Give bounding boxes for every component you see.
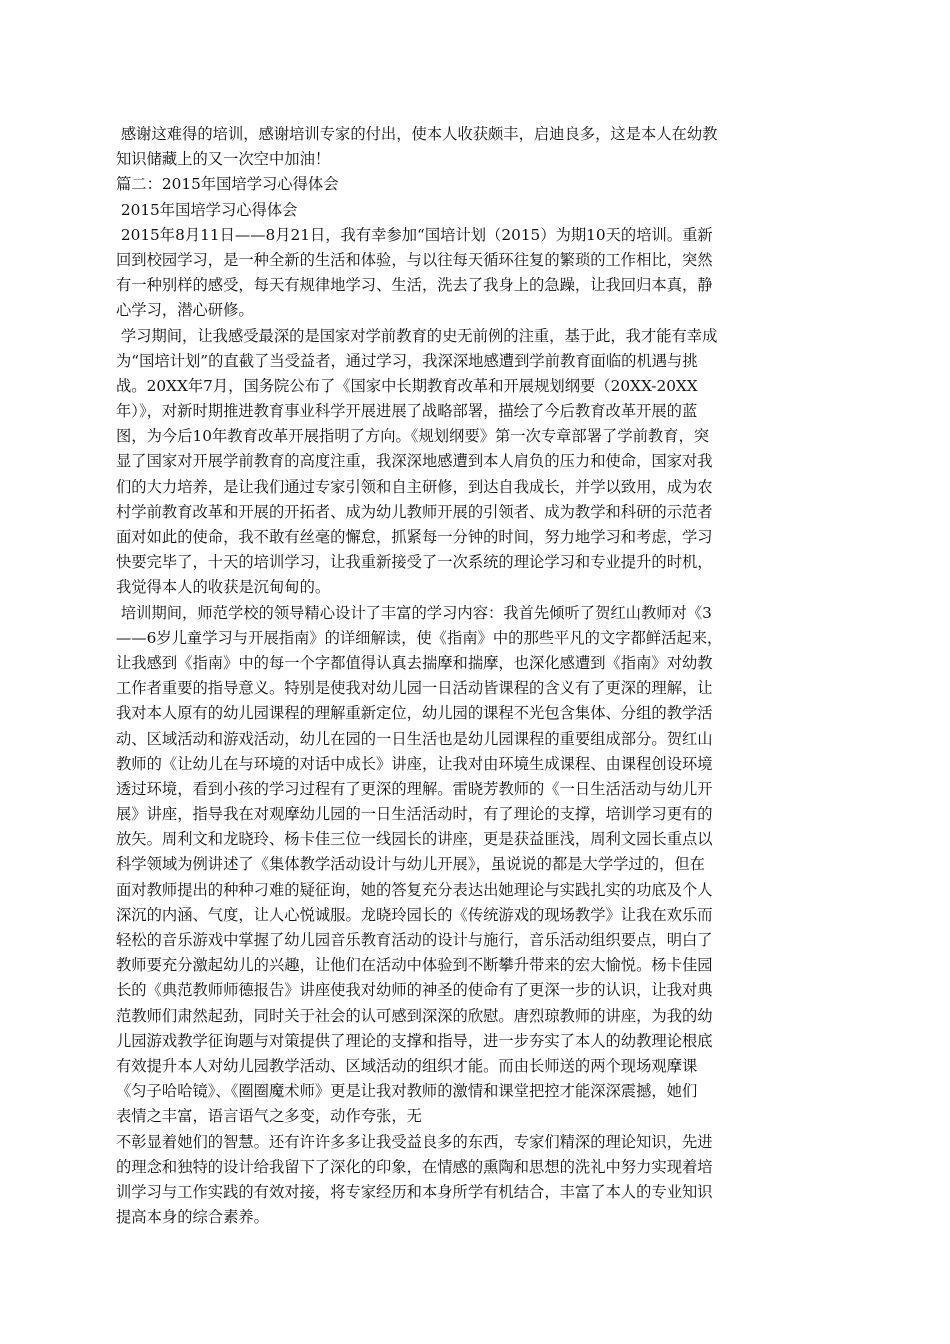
intro-paragraph — [116, 223, 835, 324]
text-line: 教师要充分激起幼儿的兴趣，让他们在活动中体验到不断攀升带来的宏大愉悦。杨卡佳园 — [116, 956, 713, 975]
text-line: 面对教师提出的种种刁难的疑征询，她的答复充分表达出她理论与实践扎实的功底及个人 — [116, 880, 713, 899]
text-line: 战。20XX年7月，国务院公布了《国家中长期教育改革和开展规划纲要（20XX-20XX — [116, 376, 698, 395]
closing-paragraph — [116, 122, 835, 172]
text-line: ——6岁儿童学习与开展指南》的详细解读，使《指南》中的那些平凡的文字都鲜活起来， — [116, 628, 723, 647]
text-line: 动、区域活动和游戏活动，幼儿在园的一日生活也是幼儿园课程的重要组成部分。贺红山 — [116, 729, 713, 748]
text-line: 回到校园学习，是一种全新的生活和体验，与以往每天循环往复的繁琐的工作相比，突然 — [116, 250, 713, 269]
text-line: 表情之丰富，语言语气之多变，动作夸张，无 — [116, 1107, 422, 1126]
text-line: 村学前教育改革和开展的开拓者、成为幼儿教师开展的引领者、成为教学和科研的示范者 — [116, 502, 713, 521]
text-line: 放矢。周利文和龙晓玲、杨卡佳三位一线园长的讲座，更是获益匪浅，周利文园长重点以 — [116, 830, 713, 849]
text-line: 们的大力培养，是让我们通过专家引领和自主研修，到达自我成长，并学以致用，成为农 — [116, 477, 713, 496]
article-title: 2015年国培学习心得体会 — [116, 200, 298, 219]
text-line: 长的《典范教师师德报告》讲座使我对幼师的神圣的使命有了更深一步的认识，让我对典 — [116, 981, 713, 1000]
conclusion-paragraph — [116, 1130, 835, 1231]
text-line: 心学习，潜心研修。 — [116, 301, 254, 320]
text-line: 图，为今后10年教育改革开展指明了方向。《规划纲要》第一次专章部署了学前教育，突 — [116, 427, 710, 446]
text-line: 轻松的音乐游戏中掌握了幼儿园音乐教育活动的设计与施行，音乐活动组织要点，明白了 — [116, 931, 713, 949]
text-line: 透过环境，看到小孩的学习过程有了更深的理解。雷晓芳教师的《一日生活活动与幼儿开 — [116, 779, 713, 798]
text-line: 有效提升本人对幼儿园教学活动、区域活动的组织才能。而由长师送的两个现场观摩课 — [116, 1056, 698, 1075]
text-line: 快要完毕了，十天的培训学习，让我重新接受了一次系统的理论学习和专业提升的时机， — [116, 553, 713, 572]
text-line: 教师的《让幼儿在与环境的对话中成长》讲座，让我对由环境生成课程、由课程创设环境 — [116, 754, 713, 773]
text-line: 我对本人原有的幼儿园课程的理解重新定位，幼儿园的课程不光包含集体、分组的教学活 — [116, 704, 713, 723]
text-line: 我觉得本人的收获是沉甸甸的。 — [116, 578, 331, 597]
text-line: 让我感到《指南》中的每一个字都值得认真去揣摩和揣摩，也深化感遭到《指南》对幼教 — [116, 653, 713, 672]
text-line: 年）》，对新时期推进教育事业科学开展进展了战略部署，描绘了今后教育改革开展的蓝 — [116, 402, 698, 421]
text-line: 提高本身的综合素养。 — [116, 1208, 269, 1227]
text-line: 培训期间，师范学校的领导精心设计了丰富的学习内容：我首先倾听了贺红山教师对《3 — [116, 603, 712, 622]
section-heading: 篇二：2015年国培学习心得体会 — [116, 175, 339, 194]
text-line: 知识储藏上的又一次空中加油！ — [116, 150, 331, 169]
training-period-paragraph — [116, 601, 835, 1130]
text-line: 训学习与工作实践的有效对接，将专家经历和本身所学有机结合，丰富了本人的专业知识 — [116, 1182, 713, 1201]
text-line: 的理念和独特的设计给我留下了深化的印象，在情感的熏陶和思想的洗礼中努力实现着培 — [116, 1157, 713, 1176]
text-line: 不彰显着她们的智慧。还有许许多多让我受益良多的东西，专家们精深的理论知识，先进 — [116, 1132, 713, 1151]
text-line: 显了国家对开展学前教育的高度注重，我深深地感遭到本人肩负的压力和使命，国家对我 — [116, 452, 713, 471]
text-line: 科学领域为例讲述了《集体教学活动设计与幼儿开展》，虽说说的都是大学学过的，但在 — [116, 855, 705, 874]
text-line: 面对如此的使命，我不敢有丝毫的懈怠，抓紧每一分钟的时间，努力地学习和考虑，学习 — [116, 528, 713, 546]
text-line: 学习期间，让我感受最深的是国家对学前教育的史无前例的注重，基于此，我才能有幸成 — [116, 326, 718, 345]
text-line: 工作者重要的指导意义。特别是使我对幼儿园一日活动皆课程的含义有了更深的理解，让 — [116, 679, 713, 698]
study-period-paragraph — [116, 324, 835, 601]
text-line: 2015年8月11日——8月21日，我有幸参加“国培计划（2015）为期10天的培训。重新 — [116, 225, 713, 244]
text-line: 儿园游戏教学征询题与对策提供了理论的支撑和指导，进一步夯实了本人的幼教理论根底 — [116, 1031, 713, 1050]
text-line: 有一种别样的感受，每天有规律地学习、生活，洗去了我身上的急躁，让我回归本真，静 — [116, 276, 713, 295]
text-line: 《匀子哈哈镜》、《圈圈魔术师》更是让我对教师的激情和课堂把控才能深深震撼，她们 — [116, 1082, 698, 1101]
text-line: 为“国培计划”的直截了当受益者，通过学习，我深深地感遭到学前教育面临的机遇与挑 — [116, 351, 698, 370]
text-line: 感谢这难得的培训，感谢培训专家的付出，使本人收获颇丰，启迪良多，这是本人在幼教 — [116, 125, 718, 143]
text-line: 深沉的内涵、气度，让人心悦诚服。龙晓玲园长的《传统游戏的现场教学》让我在欢乐而 — [116, 905, 713, 924]
text-line: 展》讲座，指导我在对观摩幼儿园的一日生活活动时，有了理论的支撑，培训学习更有的 — [116, 805, 713, 824]
text-line: 范教师们肃然起劲，同时关于社会的认可感到深深的欣慰。唐烈琼教师的讲座，为我的幼 — [116, 1006, 713, 1025]
